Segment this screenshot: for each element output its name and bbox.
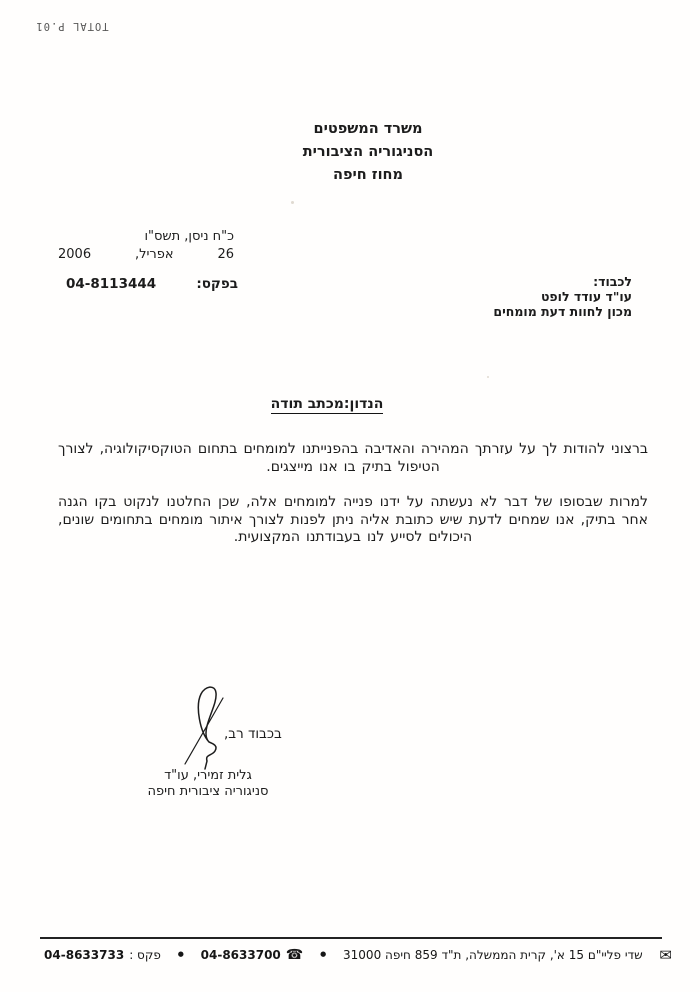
subject-line-wrap — [0, 393, 654, 414]
footer-fax-group — [44, 948, 161, 962]
sender-fax-line — [66, 276, 238, 292]
letterhead-district: מחוז חיפה — [332, 167, 403, 183]
bullet-separator: ● — [177, 949, 184, 958]
hebrew-date: כ"ח ניסן, תשס"ו — [144, 229, 234, 244]
scan-artifact — [487, 376, 489, 378]
fax-transmission-stamp: TOTAL P.01 — [35, 20, 109, 32]
telephone-icon: ☎ — [285, 947, 304, 963]
letterhead-ministry: משרד המשפטים — [313, 121, 423, 137]
scan-artifact — [291, 201, 294, 204]
footer-contact-bar — [44, 944, 672, 966]
sender-fax-label: בפקס: — [196, 276, 238, 292]
subject-line: הנדון:מכתב תודה — [270, 396, 384, 412]
date-month: אפריל, — [134, 247, 174, 262]
bullet-separator: ● — [320, 949, 327, 958]
footer-divider — [40, 937, 662, 939]
body-paragraph-2: למרות שבסופו של דבר לא נעשתה על ידנו פנייה למומחים אלה, שכן החלטנו לנקוט בקו הגנה אחר בתיק, אנו שמחים לדעת שיש כתובת אליה ניתן לפנות לצורך איתור מומחים בתחומים שונים, היכולים לסייע לנו בעבודתנו המקצועית. — [58, 494, 648, 545]
envelope-icon: ✉ — [659, 945, 672, 964]
date-block — [58, 229, 234, 263]
footer-fax-label: פקס : — [129, 948, 161, 962]
body-paragraph-1: ברצוני להודות לך על עזרתך המהירה והאדיבה בהפנייתנו למומחים בתחום הטוקסיקולוגיה, לצורך הטיפול בתיק בו אנו מייצגים. — [58, 441, 648, 475]
footer-fax-number: 04-8633733 — [44, 948, 125, 962]
signer-title: סניגוריה ציבורית חיפה — [147, 783, 269, 799]
recipient-organization: מכון לחוות דעת מומחים — [493, 304, 632, 319]
recipient-salutation: לכבוד: — [593, 274, 632, 289]
letterhead — [36, 118, 700, 187]
footer-phone-group — [201, 948, 304, 962]
signer-block — [130, 768, 286, 799]
closing-salutation: בכבוד רב, — [224, 726, 282, 742]
letter-body — [58, 441, 648, 565]
date-day: 26 — [217, 247, 234, 262]
date-year: 2006 — [58, 247, 92, 262]
footer-phone-number: 04-8633700 — [200, 948, 281, 962]
recipient-block — [493, 274, 632, 319]
handwritten-signature — [177, 684, 239, 774]
office-address: שדי פליי"ם 15 א', קרית הממשלה, ת"ד 859 חיפה 31000 — [343, 948, 643, 962]
recipient-name: עו"ד עודד לופט — [540, 289, 632, 304]
sender-fax-number: 04-8113444 — [66, 276, 157, 292]
letterhead-department: הסניגוריה הציבורית — [302, 144, 434, 160]
signer-name: גלית זמירי, עו"ד — [164, 768, 252, 783]
gregorian-date — [58, 247, 234, 263]
